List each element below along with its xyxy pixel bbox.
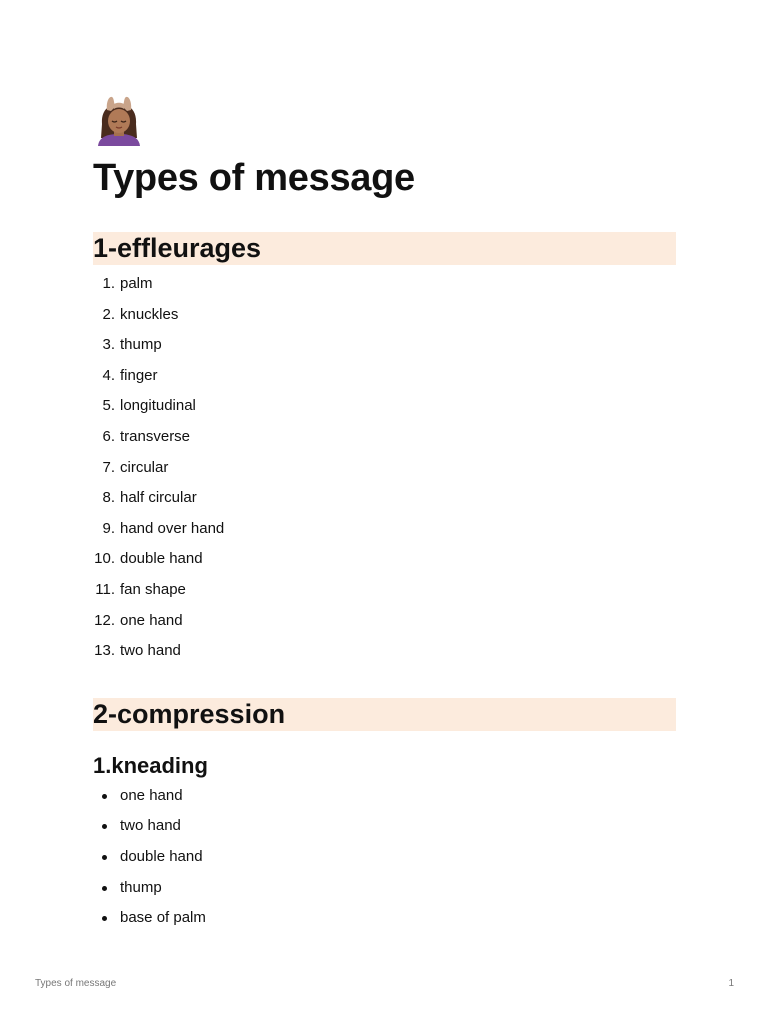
list-item-text: double hand (120, 550, 203, 568)
effleurages-list (93, 274, 676, 672)
list-item (93, 549, 676, 580)
list-item-number: 9. (102, 519, 115, 537)
list-item (93, 335, 676, 366)
list-item (93, 427, 676, 458)
woman-getting-massage-icon (93, 94, 145, 146)
list-item-number: 2. (102, 305, 115, 323)
section-heading-compression: 2-compression (93, 698, 676, 731)
list-item-text: knuckles (120, 305, 179, 323)
list-item-number: 13. (94, 642, 115, 660)
list-item (93, 641, 676, 672)
list-item (93, 816, 676, 847)
list-item (93, 847, 676, 878)
list-item (93, 519, 676, 550)
document-page (93, 94, 676, 939)
list-item (93, 396, 676, 427)
list-item (93, 488, 676, 519)
list-item-number: 3. (102, 336, 115, 354)
list-item (93, 908, 676, 939)
list-item-text: one hand (120, 786, 183, 804)
list-item-text: two hand (120, 817, 181, 835)
list-item-text: palm (120, 275, 153, 292)
list-item-number: 5. (102, 397, 115, 415)
list-item (93, 274, 676, 305)
footer-page-number: 1 (728, 978, 734, 989)
list-item-text: base of palm (120, 909, 206, 927)
list-item-text: fan shape (120, 580, 186, 598)
list-item-text: double hand (120, 847, 203, 865)
list-item-number: 12. (94, 611, 115, 629)
list-item (93, 786, 676, 817)
list-item (93, 878, 676, 909)
section-heading-effleurages: 1-effleurages (93, 232, 676, 265)
list-item-number: 11. (95, 580, 115, 598)
bullet-icon (102, 916, 107, 921)
list-item-text: two hand (120, 642, 181, 660)
list-item-text: half circular (120, 489, 197, 507)
list-item-text: longitudinal (120, 397, 196, 415)
list-item (93, 305, 676, 336)
list-item (93, 458, 676, 489)
bullet-icon (102, 794, 107, 799)
list-item-text: transverse (120, 427, 191, 445)
list-item-text: finger (120, 366, 158, 384)
list-item-number: 8. (102, 489, 115, 507)
footer-title: Types of message (35, 978, 117, 989)
list-item-number: 1. (102, 275, 115, 292)
list-item-number: 6. (102, 427, 115, 445)
list-item-text: one hand (120, 611, 183, 629)
kneading-list (93, 786, 676, 939)
bullet-icon (102, 855, 107, 860)
list-item-text: circular (120, 458, 169, 476)
list-item-text: thump (120, 878, 162, 896)
list-item-number: 7. (102, 458, 115, 476)
list-item-text: hand over hand (120, 519, 225, 537)
list-item (93, 366, 676, 397)
list-item-number: 10. (94, 550, 115, 568)
bullet-icon (102, 886, 107, 891)
page-title: Types of message (93, 157, 415, 199)
bullet-icon (102, 824, 107, 829)
list-item-number: 4. (102, 366, 115, 384)
list-item (93, 580, 676, 611)
list-item-text: thump (120, 336, 162, 354)
list-item (93, 611, 676, 642)
subsection-heading-kneading: 1.kneading (93, 752, 208, 778)
